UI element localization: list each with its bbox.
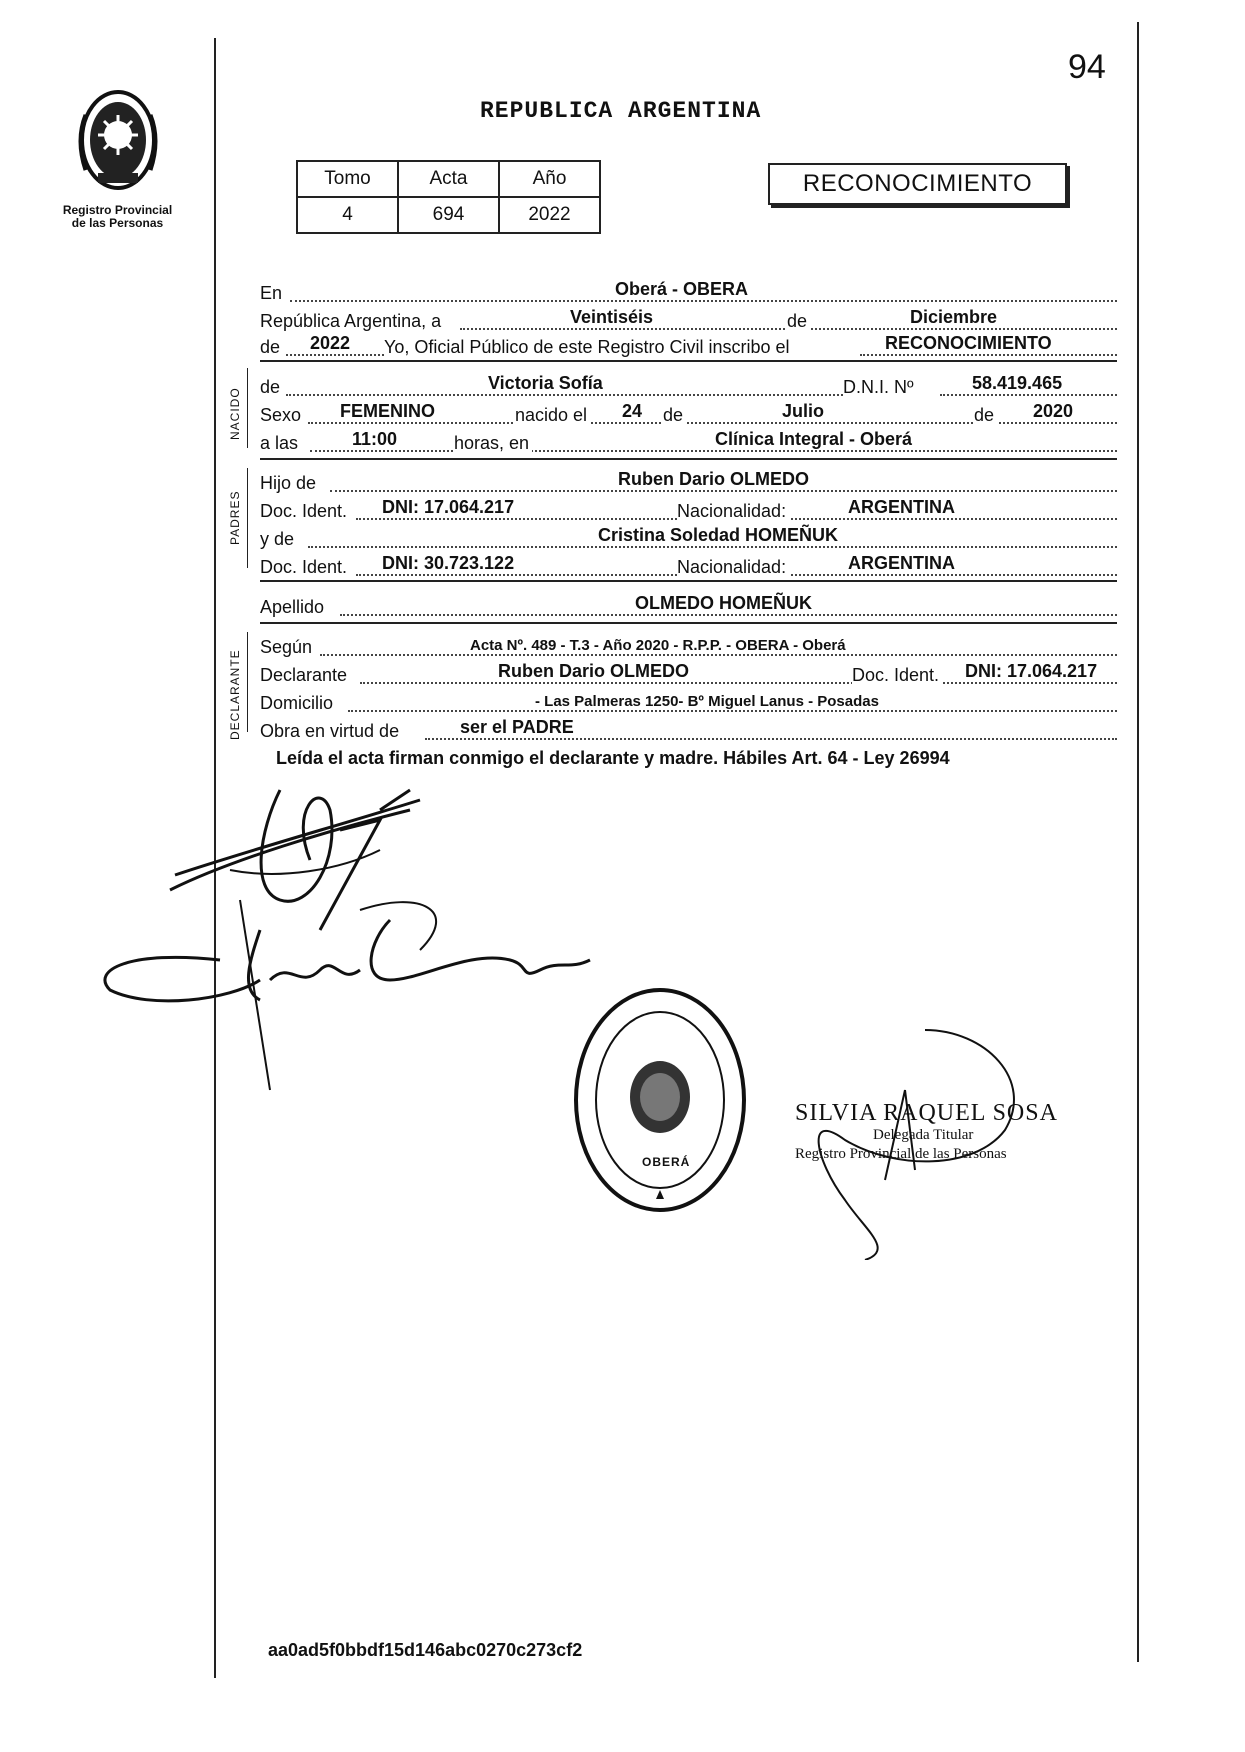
doc2-value: DNI: 30.723.122 bbox=[382, 553, 515, 573]
dia-value: Veintiséis bbox=[570, 307, 654, 327]
legal-text: Leída el acta firman conmigo el declarante y madre. Hábiles Art. 64 - Ley 26994 bbox=[276, 748, 950, 768]
document-hash: aa0ad5f0bbdf15d146abc0270c273cf2 bbox=[268, 1640, 583, 1660]
row-apellido bbox=[260, 592, 1117, 618]
sexo-value: FEMENINO bbox=[340, 401, 436, 421]
logo-caption-line2: de las Personas bbox=[71, 216, 164, 230]
separator-1 bbox=[260, 360, 1117, 362]
dni-label: D.N.I. Nº bbox=[843, 377, 917, 398]
doc1-label: Doc. Ident. bbox=[260, 501, 350, 522]
section-bracket-declarante bbox=[247, 632, 248, 732]
anio-value: 2022 bbox=[310, 333, 351, 353]
section-bracket-padres bbox=[247, 468, 248, 568]
row-doc2 bbox=[260, 552, 1117, 578]
stamp-city: OBERÁ bbox=[642, 1155, 691, 1169]
hijo-label: Hijo de bbox=[260, 473, 319, 494]
official-name: SILVIA RAQUEL SOSA bbox=[795, 1100, 1058, 1126]
acta-value-anio: 2022 bbox=[499, 197, 600, 233]
registry-logo bbox=[55, 85, 180, 230]
row-obra bbox=[260, 716, 1117, 742]
row-sexo bbox=[260, 400, 1117, 426]
row-fecha bbox=[260, 306, 1117, 332]
nombre-label: de bbox=[260, 377, 283, 398]
doc1-value: DNI: 17.064.217 bbox=[382, 497, 515, 517]
acto-value: RECONOCIMIENTO bbox=[885, 333, 1052, 353]
official-org: Registro Provincial de las Personas bbox=[795, 1146, 1007, 1162]
nombre-value: Victoria Sofía bbox=[488, 373, 603, 393]
en-value: Oberá - OBERA bbox=[615, 279, 749, 299]
republica-label: República Argentina, a bbox=[260, 311, 444, 332]
page-title: REPUBLICA ARGENTINA bbox=[480, 98, 762, 124]
nac1-label: Nacionalidad: bbox=[677, 501, 789, 522]
declarante-label: Declarante bbox=[260, 665, 350, 686]
doc3-label: Doc. Ident. bbox=[852, 665, 942, 686]
de3-label: de bbox=[663, 405, 686, 426]
domicilio-label: Domicilio bbox=[260, 693, 336, 714]
row-oficial bbox=[260, 332, 1117, 358]
official-stamp bbox=[570, 985, 750, 1215]
official-role: Delegada Titular bbox=[873, 1127, 974, 1143]
de4-label: de bbox=[974, 405, 997, 426]
segun-label: Según bbox=[260, 637, 315, 658]
official-signature-block bbox=[795, 1100, 1115, 1163]
doc3-value: DNI: 17.064.217 bbox=[965, 661, 1098, 681]
mother-signature bbox=[90, 890, 610, 1040]
right-margin-line bbox=[1137, 22, 1139, 1662]
separator-2 bbox=[260, 458, 1117, 460]
stamp-seal-icon bbox=[570, 985, 750, 1215]
section-label-nacido: NACIDO bbox=[228, 387, 242, 440]
obra-label: Obra en virtud de bbox=[260, 721, 402, 742]
acta-table bbox=[296, 160, 601, 234]
lugar-value: Clínica Integral - Oberá bbox=[715, 429, 913, 449]
logo-caption-line1: Registro Provincial bbox=[62, 203, 173, 217]
section-label-declarante: DECLARANTE bbox=[228, 649, 242, 740]
separator-4 bbox=[260, 622, 1117, 624]
segun-value: Acta Nº. 489 - T.3 - Año 2020 - R.P.P. - OBERA - Oberá bbox=[470, 637, 846, 654]
row-nombre bbox=[260, 372, 1117, 398]
mes-value: Diciembre bbox=[910, 307, 998, 327]
acta-value-acta: 694 bbox=[398, 197, 499, 233]
nac1-value: ARGENTINA bbox=[848, 497, 955, 517]
page-number: 94 bbox=[1068, 48, 1106, 86]
dni-value: 58.419.465 bbox=[972, 373, 1063, 393]
row-doc1 bbox=[260, 496, 1117, 522]
row-hora bbox=[260, 428, 1117, 454]
yde-label: y de bbox=[260, 529, 297, 550]
sexo-label: Sexo bbox=[260, 405, 304, 426]
horas-label: horas, en bbox=[454, 433, 532, 454]
en-label: En bbox=[260, 283, 285, 304]
oficial-label: Yo, Oficial Público de este Registro Civil inscribo el bbox=[384, 337, 793, 358]
row-domicilio bbox=[260, 688, 1117, 714]
de-label: de bbox=[787, 311, 810, 332]
row-padre bbox=[260, 468, 1117, 494]
hora-value: 11:00 bbox=[352, 429, 398, 449]
acta-header-anio: Año bbox=[499, 161, 600, 197]
nac-mes-value: Julio bbox=[782, 401, 825, 421]
apellido-value: OLMEDO HOMEÑUK bbox=[635, 593, 812, 613]
doc2-label: Doc. Ident. bbox=[260, 557, 350, 578]
apellido-label: Apellido bbox=[260, 597, 327, 618]
row-en bbox=[260, 278, 1117, 304]
nacido-label: nacido el bbox=[515, 405, 590, 426]
obra-value: ser el PADRE bbox=[460, 717, 574, 737]
nac-anio-value: 2020 bbox=[1033, 401, 1074, 421]
misiones-coat-of-arms-icon bbox=[68, 85, 168, 195]
row-declarante bbox=[260, 660, 1117, 686]
row-segun bbox=[260, 632, 1117, 658]
acta-header-tomo: Tomo bbox=[297, 161, 398, 197]
record-type-box: RECONOCIMIENTO bbox=[768, 163, 1067, 205]
padre-value: Ruben Dario OLMEDO bbox=[618, 469, 810, 489]
nac-dia-value: 24 bbox=[622, 401, 643, 421]
alas-label: a las bbox=[260, 433, 301, 454]
madre-value: Cristina Soledad HOMEÑUK bbox=[598, 525, 839, 545]
de2-label: de bbox=[260, 337, 283, 358]
nac2-value: ARGENTINA bbox=[848, 553, 955, 573]
section-bracket-nacido bbox=[247, 368, 248, 448]
acta-header-acta: Acta bbox=[398, 161, 499, 197]
nac2-label: Nacionalidad: bbox=[677, 557, 789, 578]
acta-value-tomo: 4 bbox=[297, 197, 398, 233]
separator-3 bbox=[260, 580, 1117, 582]
row-madre bbox=[260, 524, 1117, 550]
declarante-value: Ruben Dario OLMEDO bbox=[498, 661, 690, 681]
section-label-padres: PADRES bbox=[228, 490, 242, 545]
domicilio-value: - Las Palmeras 1250- Bº Miguel Lanus - Posadas bbox=[535, 693, 879, 710]
